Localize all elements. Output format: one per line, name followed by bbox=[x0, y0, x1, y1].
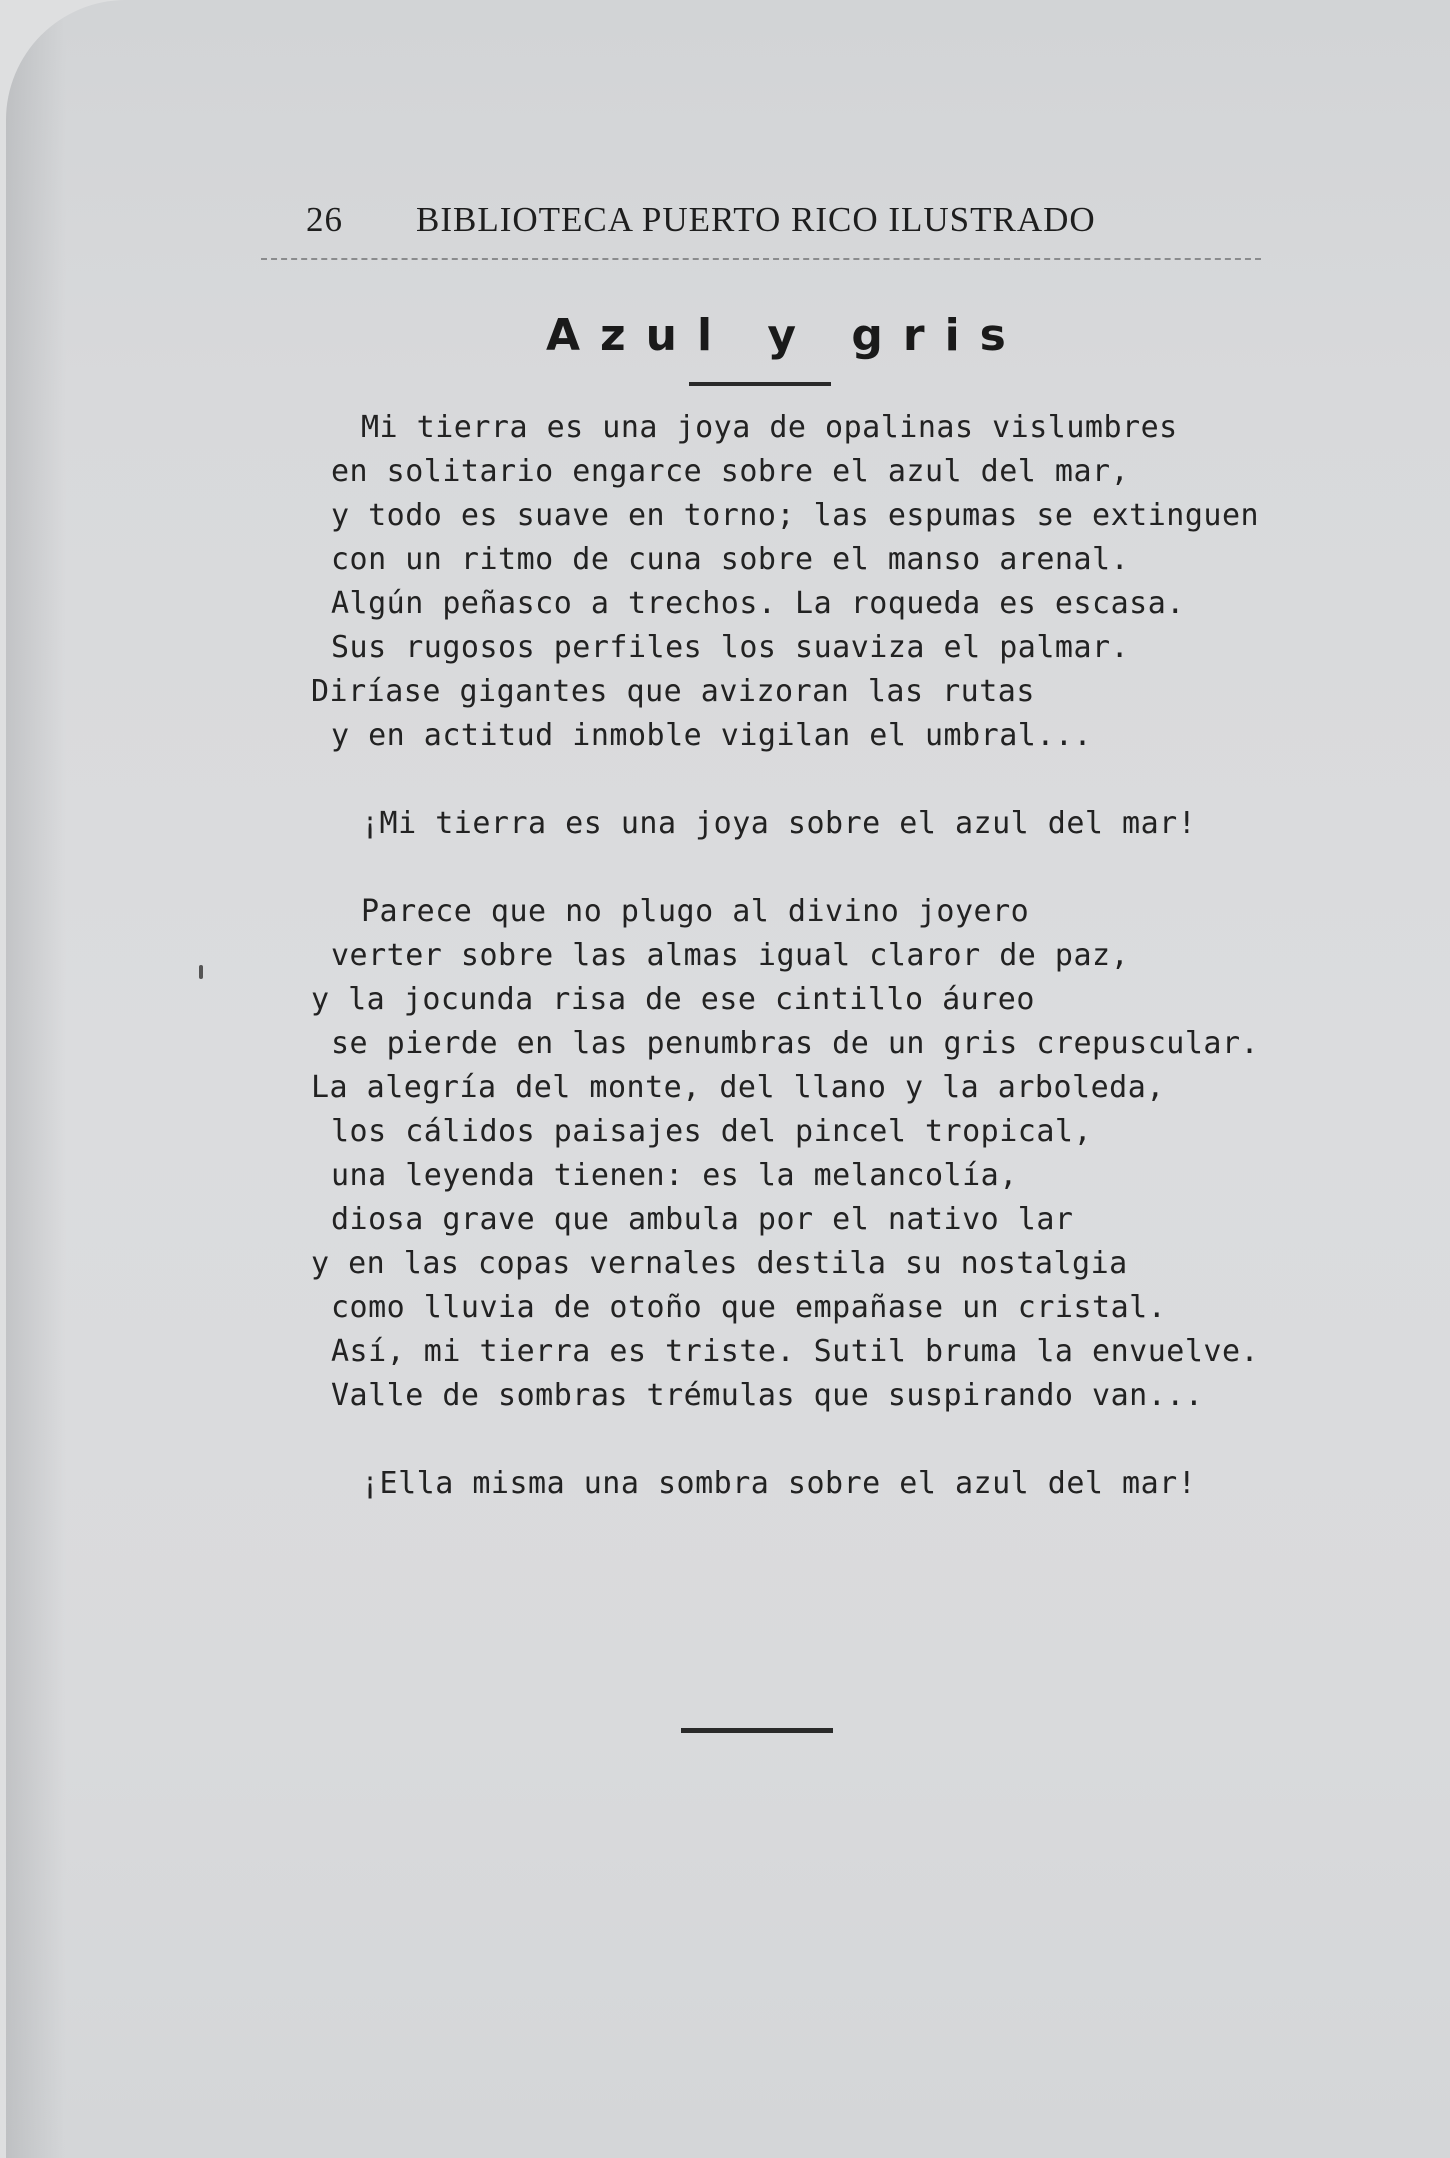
poem-line: Sus rugosos perfiles los suaviza el palmar. bbox=[331, 630, 1130, 665]
running-head bbox=[306, 200, 1206, 250]
poem-refrain: ¡Mi tierra es una joya sobre el azul del mar! bbox=[361, 806, 1197, 841]
poem-line: diosa grave que ambula por el nativo lar bbox=[331, 1202, 1074, 1237]
poem-line: y la jocunda risa de ese cintillo áureo bbox=[311, 982, 1035, 1017]
poem-line: Así, mi tierra es triste. Sutil bruma la envuelve. bbox=[331, 1334, 1260, 1369]
running-head-title: BIBLIOTECA PUERTO RICO ILUSTRADO bbox=[416, 200, 1096, 239]
poem-line: Diríase gigantes que avizoran las rutas bbox=[311, 674, 1035, 709]
poem-line: verter sobre las almas igual claror de paz, bbox=[331, 938, 1130, 973]
poem-line: La alegría del monte, del llano y la arboleda, bbox=[311, 1070, 1165, 1105]
poem-line: Mi tierra es una joya de opalinas vislumbres bbox=[361, 410, 1178, 445]
poem-line: y todo es suave en torno; las espumas se extinguen bbox=[331, 498, 1260, 533]
title-underline bbox=[689, 382, 831, 386]
poem-line: los cálidos paisajes del pincel tropical, bbox=[331, 1114, 1093, 1149]
poem-line: Algún peñasco a trechos. La roqueda es escasa. bbox=[331, 586, 1185, 621]
poem-line: Parece que no plugo al divino joyero bbox=[361, 894, 1030, 929]
poem-line: como lluvia de otoño que empañase un cristal. bbox=[331, 1290, 1167, 1325]
poem-line: y en las copas vernales destila su nostalgia bbox=[311, 1246, 1128, 1281]
poem-line: una leyenda tienen: es la melancolía, bbox=[331, 1158, 1018, 1193]
header-divider bbox=[261, 258, 1261, 260]
paper-speck bbox=[199, 965, 203, 979]
end-ornament-rule bbox=[681, 1728, 833, 1733]
poem-line: Valle de sombras trémulas que suspirando van... bbox=[331, 1378, 1204, 1413]
page-number: 26 bbox=[306, 200, 343, 239]
poem-refrain: ¡Ella misma una sombra sobre el azul del mar! bbox=[361, 1466, 1197, 1501]
poem-line: se pierde en las penumbras de un gris crepuscular. bbox=[331, 1026, 1260, 1061]
book-page bbox=[6, 0, 1450, 2158]
poem-line: con un ritmo de cuna sobre el manso arenal. bbox=[331, 542, 1130, 577]
poem-line: y en actitud inmoble vigilan el umbral... bbox=[331, 718, 1093, 753]
poem-title: Azul y gris bbox=[546, 310, 1026, 361]
poem-line: en solitario engarce sobre el azul del mar, bbox=[331, 454, 1130, 489]
